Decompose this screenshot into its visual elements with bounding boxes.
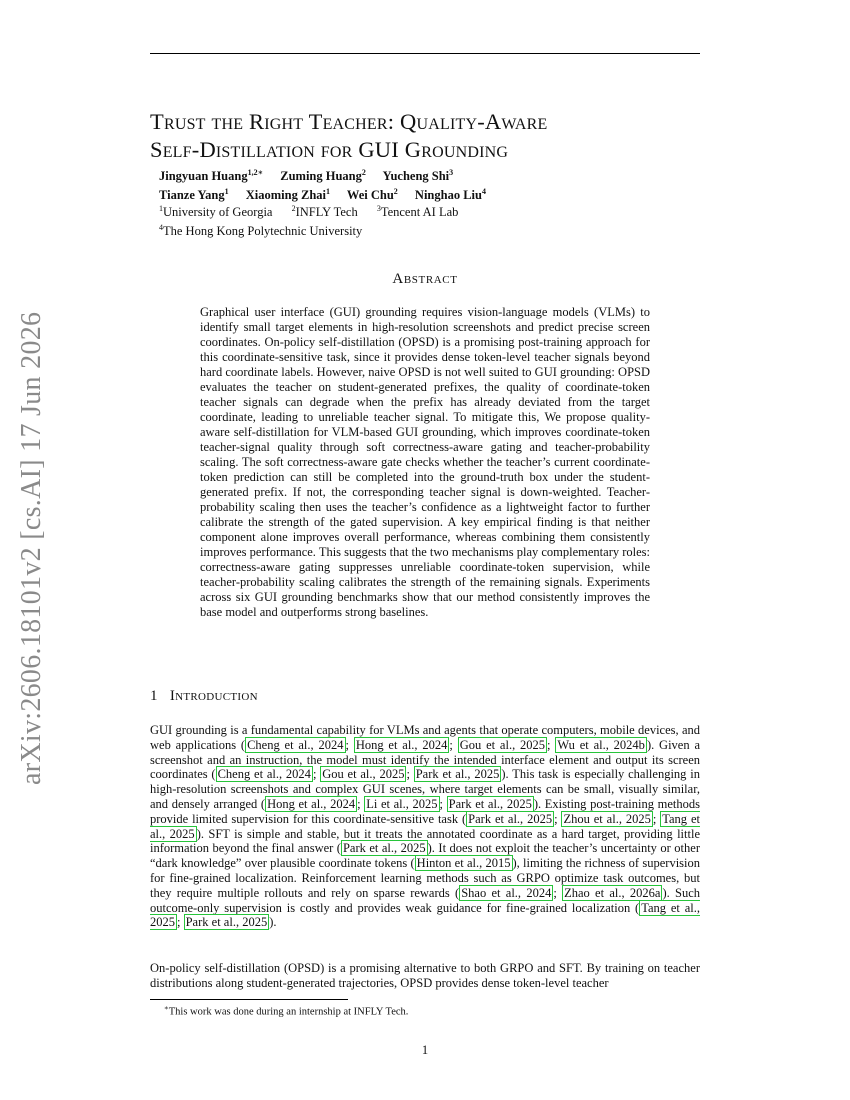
footnote-mark: ∗ — [164, 1004, 169, 1012]
affiliation: $^4$The Hong Kong Polytechnic University — [159, 223, 363, 239]
citation-link[interactable]: Gou et al., 2025 — [459, 737, 546, 752]
citation-link[interactable]: Park et al., 2025 — [342, 841, 426, 856]
affiliation: $^2$INFLY Tech — [291, 204, 358, 220]
paragraph-text: ; — [449, 737, 458, 752]
paragraph-text: GUI grounding is a fundamental capability for VLMs and agents that operate computers, mobile devices, and web applications ( — [150, 723, 700, 752]
citation-link[interactable]: Park et al., 2025 — [415, 767, 500, 782]
author: Zuming Huang$^2$ — [280, 168, 366, 184]
citation-link[interactable]: Cheng et al., 2024 — [247, 737, 344, 752]
citation-link[interactable]: Tang et al., 2025 — [150, 900, 701, 930]
paragraph-text: ; — [312, 767, 321, 782]
paragraph-text: ). Given a screenshot and an instruction, the model must identify the intended interface element and output its screen coordinates ( — [150, 737, 700, 782]
top-rule — [150, 53, 700, 54]
citation-link[interactable]: Wu et al., 2024b — [557, 737, 645, 752]
paragraph-text: ; — [406, 767, 414, 782]
affiliations — [159, 201, 474, 239]
paragraph-text: ; — [553, 885, 563, 900]
author: Yucheng Shi$^3$ — [382, 168, 454, 184]
citation-link[interactable]: Park et al., 2025 — [468, 811, 553, 826]
title-line-1: Trust the Right Teacher: Quality-Aware — [150, 109, 548, 134]
affiliation-row-1 — [159, 201, 474, 220]
author: Jingyuan Huang$^{1,2∗}$ — [159, 168, 264, 184]
paragraph-text: ; — [439, 796, 447, 811]
section-heading — [150, 688, 258, 705]
section-title: Introduction — [169, 688, 258, 704]
paragraph-text: ). Existing post-training methods provide limited supervision for this coordinate-sensitive task ( — [150, 796, 700, 826]
citation-link[interactable]: Park et al., 2025 — [448, 796, 532, 811]
citation-link[interactable]: Gou et al., 2025 — [322, 767, 405, 782]
paragraph-text: ; — [554, 811, 562, 826]
paragraph-text: ; — [357, 796, 365, 811]
author-list — [159, 165, 500, 203]
affiliation: $^3$Tencent AI Lab — [376, 204, 459, 220]
abstract-text: Graphical user interface (GUI) grounding requires vision-language models (VLMs) to identify small target elements in high-resolution screenshots and predict precise screen coordinates. On-policy self-distillation (OPSD) is a promising post-training approach for this coordinate-sensitive task, since it provides dense token-level teacher signals beyond hard coordinate labels. However, naive OPSD is not well suited to GUI grounding: OPSD evaluates the teacher on student-generated prefixes, the quality of coordinate-token teacher signals can degrade when the prefix has already deviated from the target coordinate, leading to unreliable teacher signal. To mitigate this, We propose quality-aware self-distillation for VLM-based GUI grounding, which improves coordinate-token teacher-signal quality through soft correctness-aware gating and teacher-probability scaling. The soft correctness-aware gate checks whether the teacher’s current coordinate-token prediction can still be completed into the ground-truth box under the student-generated prefix. If not, the corresponding teacher signal is down-weighted. Teacher-probability scaling then uses the teacher’s confidence as a lightweight factor to further calibrate the strength of the gated supervision. A key empirical finding is that neither component alone improves overall performance, whereas combining them consistently improves performance. This suggests that the two mechanisms play complementary roles: correctness-aware gating suppresses unreliable coordinate-token supervision, while teacher-probability scaling calibrates the strength of the remaining signals. Experiments across six GUI grounding benchmarks show that our method consistently improves the base model and outperforms strong baselines. — [200, 305, 651, 619]
paper-title — [150, 108, 710, 164]
footnote-text: This work was done during an internship at INFLY Tech. — [168, 1006, 409, 1018]
intro-paragraph-1 — [150, 723, 700, 930]
citation-link[interactable]: Zhao et al., 2026a — [564, 885, 661, 900]
author: Ninghao Liu$^4$ — [414, 187, 486, 203]
paragraph-text: ). — [269, 915, 277, 930]
affiliation-row-2 — [159, 220, 474, 239]
paragraph-text: ; — [177, 915, 184, 930]
citation-link[interactable]: Shao et al., 2024 — [461, 885, 552, 900]
author: Xiaoming Zhai$^1$ — [245, 187, 330, 203]
title-line-2: Self-Distillation for GUI Grounding — [150, 137, 509, 162]
intro-paragraph-2: On-policy self-distillation (OPSD) is a promising alternative to both GRPO and SFT. By training on teacher distributions along student-generated trajectories, OPSD provides dense token-level teacher — [150, 961, 700, 990]
author: Tianze Yang$^1$ — [159, 187, 229, 203]
affiliation: $^1$University of Georgia — [159, 204, 273, 220]
citation-link[interactable]: Park et al., 2025 — [185, 915, 268, 930]
page-number: 1 — [421, 1043, 429, 1057]
citation-link[interactable]: Li et al., 2025 — [366, 796, 438, 811]
abstract-heading: Abstract — [392, 271, 458, 287]
citation-link[interactable]: Hinton et al., 2015 — [416, 856, 511, 871]
section-number: 1 — [150, 688, 158, 704]
footnote-rule — [150, 999, 348, 1000]
paragraph-text: ). It does not exploit the teacher’s uncertainty or other “dark knowledge” over plausible coordinate tokens ( — [150, 841, 700, 871]
arxiv-identifier: arXiv:2606.18101v2 [cs.AI] 17 Jun 2026 — [16, 311, 47, 785]
footnote — [164, 1002, 408, 1019]
citation-link[interactable]: Zhou et al., 2025 — [563, 811, 651, 826]
author-row-1 — [159, 165, 500, 184]
paragraph-text: ; — [547, 737, 556, 752]
paragraph-text: ; — [345, 737, 354, 752]
citation-link[interactable]: Tang et al., 2025 — [150, 811, 700, 841]
paragraph-text: ). Such outcome-only supervision is costly and provides weak guidance for fine-grained localization ( — [150, 885, 700, 915]
paragraph-text: ; — [652, 811, 661, 826]
paragraph-text: ), limiting the richness of supervision for fine-grained localization. Reinforcement learning methods such as GRPO optimize task outcomes, but they require multiple rollouts and rely on sparse rewards ( — [150, 856, 701, 900]
author: Wei Chu$^2$ — [346, 187, 398, 203]
paragraph-text: ). This task is especially challenging in high-resolution screenshots and complex GUI scenes, where target elements can be small, visually similar, and densely arranged ( — [150, 767, 700, 811]
citation-link[interactable]: Hong et al., 2024 — [355, 737, 448, 752]
citation-link[interactable]: Cheng et al., 2024 — [217, 767, 311, 782]
paragraph-text: ). SFT is simple and stable, but it treats the annotated coordinate as a hard target, providing little information beyond the final answer ( — [150, 826, 700, 856]
citation-link[interactable]: Hong et al., 2024 — [267, 796, 356, 811]
